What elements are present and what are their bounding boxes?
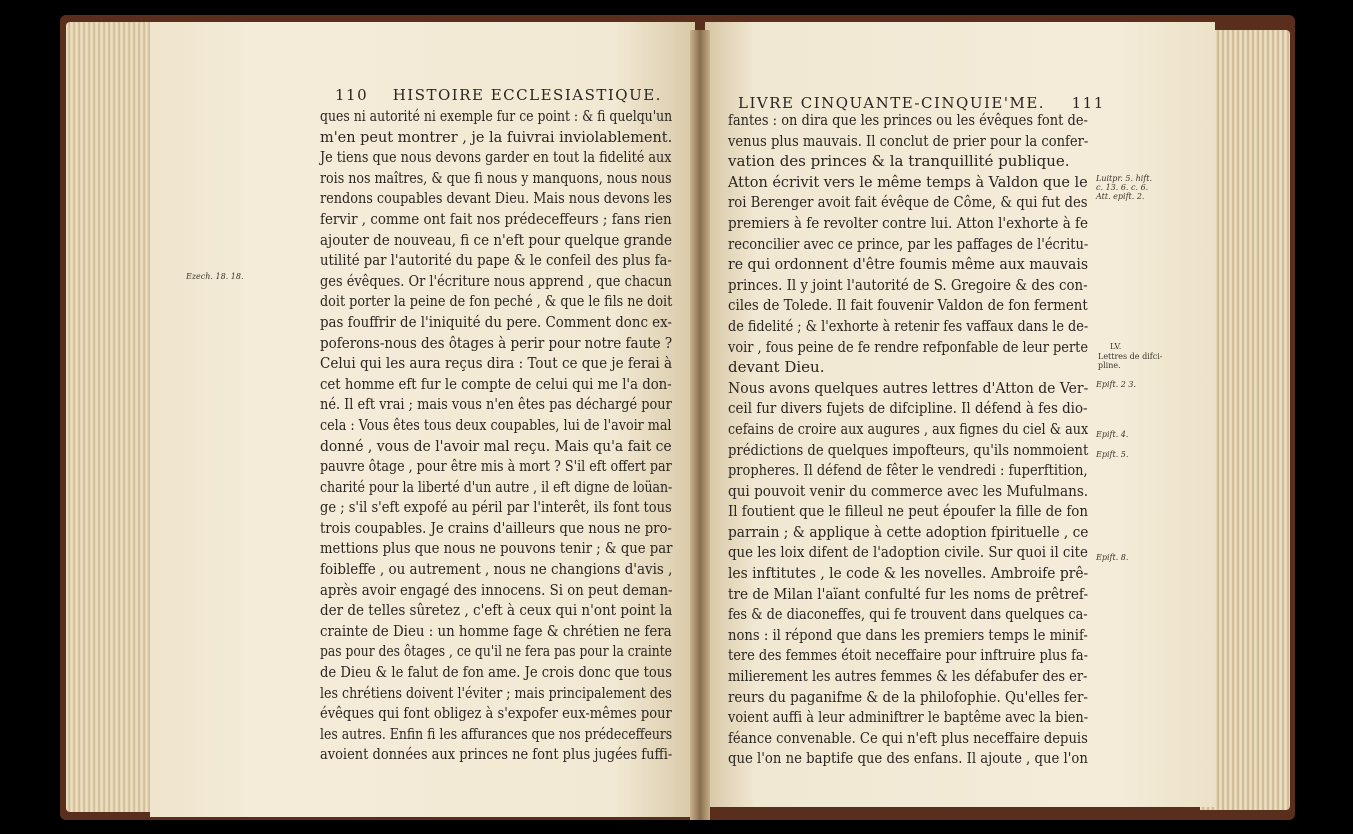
text-line: pauvre ôtage , pour être mis à mort ? S'il eft offert par	[320, 457, 672, 476]
left-running-head: HISTOIRE ECCLESIASTIQUE.	[392, 86, 662, 104]
text-line: mettions plus que nous ne pouvons tenir ; & que par	[320, 539, 673, 558]
text-line: premiers à fe revolter contre lui. Atton l'exhorte à fe	[728, 213, 1089, 232]
text-line: nons : il répond que dans les premiers temps le minif-	[728, 625, 1088, 644]
text-line: doit porter la peine de fon peché , & que le fils ne doit	[320, 292, 673, 311]
text-line: tere des femmes étoit neceffaire pour inftruire plus fa-	[728, 646, 1089, 665]
text-line: Celui qui les aura reçus dira : Tout ce que je ferai à	[320, 354, 673, 373]
text-line: ques ni autorité ni exemple fur ce point : & fi quelqu'un	[320, 107, 673, 125]
text-line: m'en peut montrer , je la fuivrai inviolablement.	[320, 127, 673, 146]
text-line: après avoir engagé des innocens. Si on peut deman-	[320, 580, 673, 599]
text-line: donné , vous de l'avoir mal reçu. Mais qu'a fait ce	[320, 436, 672, 455]
text-line: poferons-nous des ôtages à perir pour notre faute ?	[320, 333, 673, 352]
text-line: ceil fur divers fujets de difcipline. Il défend à fes dio-	[728, 399, 1088, 418]
text-line: trois coupables. Je crains d'ailleurs que nous ne pro-	[320, 518, 672, 537]
right-margin-note-4: Lettres de difci-	[1098, 352, 1163, 361]
left-margin-note: Ezech. 18. 18.	[186, 272, 244, 281]
right-margin-note-6: Epift. 2 3.	[1096, 380, 1137, 389]
text-line: que l'on ne baptife que des enfans. Il ajoute , que l'on	[728, 749, 1088, 768]
text-line: cet homme eft fur le compte de celui qui me l'a don-	[320, 374, 672, 393]
text-line: Il foutient que le filleul ne peut époufer la fille de fon	[728, 502, 1088, 521]
text-line: milierement les autres femmes & les défabufer des er-	[728, 667, 1088, 686]
text-line: de fidelité ; & l'exhorte à retenir fes vaffaux dans le de-	[728, 316, 1089, 335]
text-line: féance convenable. Ce qui n'eft plus neceffaire depuis	[728, 728, 1088, 747]
text-line: voir , fous peine de fe rendre refponfable de leur perte	[728, 337, 1089, 356]
right-margin-note-1: Luitpr. 5. hift.	[1096, 174, 1152, 183]
text-line: crainte de Dieu : un homme fage & chrétien ne fera	[320, 621, 672, 640]
left-page-number: 110	[335, 86, 369, 104]
text-line: rendons coupables devant Dieu. Mais nous devons les	[320, 189, 672, 208]
text-line: reurs du paganifme & de la philofophie. Qu'elles fer-	[728, 687, 1088, 706]
page-edges-left	[66, 22, 156, 812]
right-margin-note-3: Att. epift. 2.	[1096, 192, 1145, 201]
text-line: Atton écrivit vers le même temps à Valdon que le	[728, 172, 1088, 191]
text-line: que les loix difent de l'adoption civile. Sur quoi il cite	[728, 543, 1088, 562]
text-line: ges évêques. Or l'écriture nous apprend , que chacun	[320, 271, 672, 290]
text-line: der de telles sûretez , c'eft à ceux qui n'ont point la	[320, 601, 673, 620]
right-running-head: LIVRE CINQUANTE-CINQUIE'ME.	[738, 94, 1046, 112]
text-line: né. Il eft vrai ; mais vous n'en êtes pas déchargé pour	[320, 395, 672, 414]
left-page-header	[335, 86, 662, 104]
text-line: cefains de croire aux augures , aux fignes du ciel & aux	[728, 419, 1089, 438]
text-line: roi Berenger avoit fait évêque de Côme, & qui fut des	[728, 193, 1088, 212]
text-line: pas pour des ôtages , ce qu'il ne fera pas pour la crainte	[320, 642, 672, 661]
text-line: tre de Milan l'aïant confulté fur les noms de prêtref-	[728, 584, 1089, 603]
text-line: fervir , comme ont fait nos prédeceffeurs ; fans rien	[320, 209, 672, 228]
right-margin-note-8: Epift. 5.	[1096, 450, 1129, 459]
right-page-number: 111	[1071, 94, 1105, 112]
text-line: princes. Il y joint l'autorité de S. Gregoire & des con-	[728, 275, 1088, 294]
text-line: propheres. Il défend de fêter le vendredi : fuperftition,	[728, 461, 1088, 480]
right-margin-note-7: Epift. 4.	[1096, 430, 1129, 439]
text-line: venus plus mauvais. Il conclut de prier pour la confer-	[728, 131, 1089, 150]
text-line: ciles de Tolede. Il fait fouvenir Valdon de fon ferment	[728, 296, 1088, 315]
text-line: reconcilier avec ce prince, par les paffages de l'écritu-	[728, 234, 1089, 253]
text-line: pas fouffrir de l'iniquité du pere. Comment donc ex-	[320, 312, 672, 331]
text-line: de Dieu & le falut de fon ame. Je crois donc que tous	[320, 663, 673, 682]
text-line: parrain ; & applique à cette adoption fpirituelle , ce	[728, 522, 1089, 541]
text-line: utilité par l'autorité du pape & le confeil des plus fa-	[320, 251, 672, 270]
text-line: évêques qui font obligez à s'expofer eux-mêmes pour	[320, 704, 672, 723]
text-line: les autres. Enfin fi les affurances que nos prédeceffeurs	[320, 724, 673, 743]
text-line: qui pouvoit venir du commerce avec les Mufulmans.	[728, 481, 1089, 500]
right-page-text	[728, 110, 1151, 769]
text-line: ajouter de nouveau, fi ce n'eft pour quelque grande	[320, 230, 673, 249]
right-margin-section: LV.	[1110, 342, 1122, 351]
text-line: devant Dieu.	[728, 358, 825, 377]
text-line: cela : Vous êtes tous deux coupables, lui de l'avoir mal	[320, 415, 672, 434]
text-line: voient auffi à leur adminiftrer le baptême avec la bien-	[728, 708, 1089, 727]
text-line: prédictions de quelques impofteurs, qu'ils nommoient	[728, 440, 1089, 459]
text-line: avoient données aux princes ne font plus jugées fuffi-	[320, 745, 673, 764]
text-line: rois nos maîtres, & que fi nous y manquons, nous nous	[320, 168, 672, 187]
right-margin-note-2: c. 13. 6. c. 6.	[1096, 183, 1149, 192]
text-line: fes & de diaconeffes, qui fe trouvent dans quelques ca-	[728, 605, 1088, 624]
text-line: re qui ordonnent d'être foumis même aux mauvais	[728, 255, 1089, 274]
right-margin-note-9: Epift. 8.	[1096, 553, 1129, 562]
text-line: foibleffe , ou autrement , nous ne changions d'avis ,	[320, 560, 673, 579]
text-line: les inftitutes , le code & les novelles. Ambroife prê-	[728, 564, 1089, 583]
text-line: Nous avons quelques autres lettres d'Atton de Ver-	[728, 378, 1089, 397]
text-line: les chrétiens doivent l'éviter ; mais principalement des	[320, 683, 672, 702]
text-line: Je tiens que nous devons garder en tout la fidelité aux	[320, 148, 672, 167]
text-line: vation des princes & la tranquillité publique.	[728, 152, 1070, 171]
right-margin-note-5: pline.	[1098, 361, 1121, 370]
left-page-text	[320, 106, 749, 765]
text-line: ge ; s'il s'eft expofé au péril par l'interêt, ils font tous	[320, 498, 672, 517]
text-line: fantes : on dira que les princes ou les évêques font de-	[728, 111, 1088, 129]
text-line: charité pour la liberté d'un autre , il eft digne de loüan-	[320, 477, 673, 496]
